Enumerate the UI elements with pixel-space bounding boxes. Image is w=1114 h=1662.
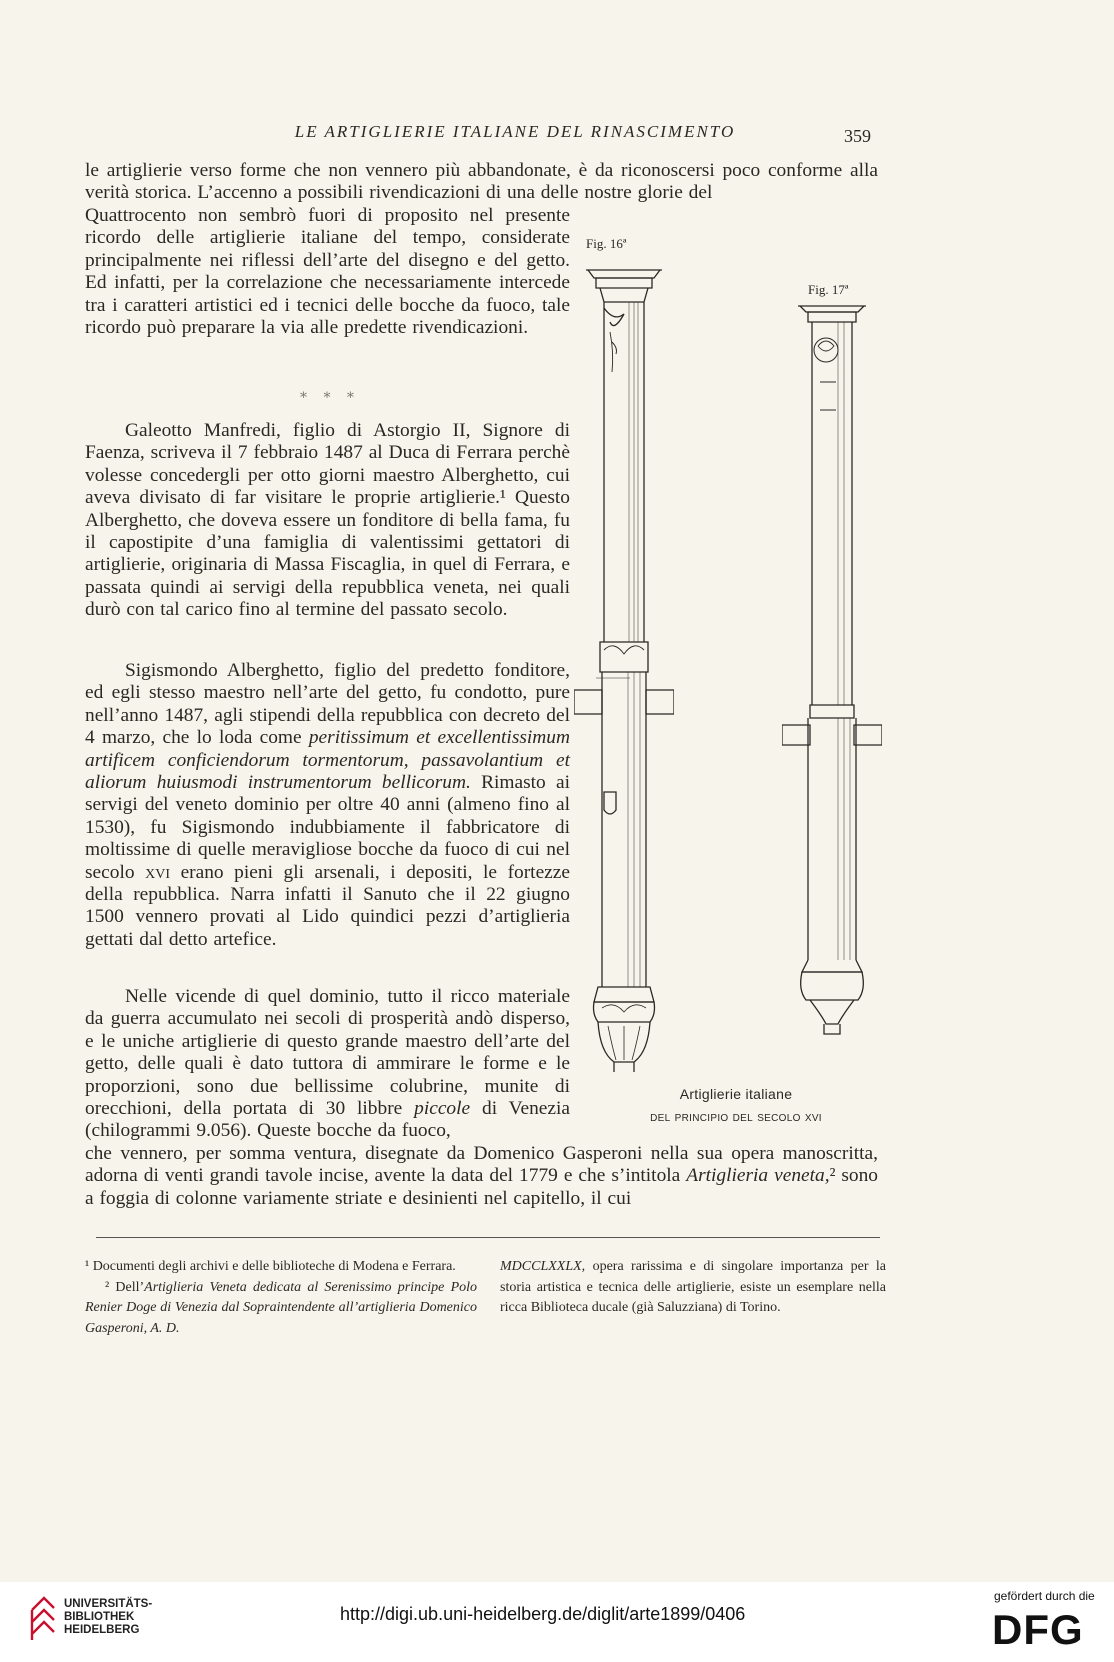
section-separator: * * * bbox=[300, 390, 360, 406]
fig-17-label: Fig. 17ª bbox=[808, 282, 849, 297]
paragraph-3: Sigismondo Alberghetto, figlio del predetto fonditore, ed egli stesso maestro nell’arte del getto, fu condotto, pure nell’anno 1487, agli stipendi della repubblica con decreto del 4 marzo, che lo loda come peritissimum et excellentissimum artificem conficiendorum tormentorum, passavolantium et aliorum huiusmodi instrumentorum bellicorum. Rimasto ai servigi del veneto dominio per oltre 40 anni (almeno fino al 1530), fu Sigismondo indubbiamente il fabbricatore di moltissime di quelle meravigliose bocche da fuoco di cui nel secolo xvi erano pieni gli arsenali, i depositi, le fortezze della repubblica. Narra infatti il Sanuto che il 22 giugno 1500 vennero provati al Lido quindici pezzi d’artiglieria gettati dal detto artefice. bbox=[85, 660, 570, 950]
paragraph-2: Galeotto Manfredi, figlio di Astorgio II, Signore di Faenza, scriveva il 7 febbraio 1487 al Duca di Ferrara perchè volesse concedergli per otto giorni maestro Alberghetto, cui aveva divisato di far visitare le proprie artiglierie.¹ Questo Alberghetto, che doveva essere un fonditore di bella fama, fu il capostipite d’una famiglia di valentissimi gettatori di artiglierie, originaria di Massa Fiscaglia, in quel di Ferrara, e passata quindi ai servigi della repubblica veneta, nei quali durò con tal carico fino al termine del passato secolo. bbox=[85, 420, 570, 621]
dfg-logo: DFG bbox=[992, 1606, 1084, 1653]
running-head: LE ARTIGLIERIE ITALIANE DEL RINASCIMENTO bbox=[294, 122, 736, 141]
footnote-rule bbox=[96, 1237, 880, 1238]
paragraph-1-narrow: Quattrocento non sembrò fuori di proposito nel presente ricordo delle artiglierie italiane del tempo, considerate principalmente nei riflessi dell’arte del disegno e del getto. Ed infatti, per la correlazione che necessariamente intercede tra i caratteri artistici ed i tecnici delle bocche da fuoco, tale ricordo può preparare la via alle predette rivendicazioni. bbox=[85, 205, 570, 339]
page-number: 359 bbox=[844, 126, 871, 146]
book-title: Artiglieria veneta, bbox=[686, 1165, 830, 1187]
footnote-2: ² Dell’Artiglieria Veneta dedicata al Serenissimo principe Polo Renier Doge di Venezia dal Sopraintendente all’artiglieria Domenico Gasperoni, A. D. bbox=[85, 1279, 478, 1336]
paragraph-4-full: che vennero, per somma ventura, disegnate da Domenico Gasperoni nella sua opera manoscritta, adorna di venti grandi tavole incise, avente la data del 1779 e che s’intitola Artiglieria veneta,² sono a foggia di colonne variamente striate e desinienti nel capitello, il cui bbox=[85, 1143, 878, 1209]
cannon-fig17-illustration bbox=[782, 300, 882, 1040]
library-name: UNIVERSITÄTS- BIBLIOTHEK HEIDELBERG bbox=[64, 1598, 153, 1636]
university-library-logo-icon bbox=[28, 1594, 58, 1646]
dfg-funding-note: gefördert durch die bbox=[994, 1589, 1095, 1603]
fig-16-label: Fig. 16ª bbox=[586, 236, 627, 251]
figure-caption: Artiglierie italiane del principio del secolo xvi bbox=[650, 1086, 822, 1124]
permalink-url[interactable]: http://digi.ub.uni-heidelberg.de/diglit/arte1899/0406 bbox=[340, 1604, 746, 1624]
latin-quote: peritissimum et excellentissimum artificem conficiendorum tormentorum, passavolantium et aliorum huiusmodi instrumentorum bellicorum. bbox=[85, 727, 570, 794]
paragraph-1-full: le artiglierie verso forme che non vennero più abbandonate, è da riconoscersi poco conforme alla verità storica. L’accenno a possibili rivendicazioni di una delle nostre glorie del bbox=[85, 160, 878, 204]
footnote-1: ¹ Documenti degli archivi e delle biblioteche di Modena e Ferrara. bbox=[85, 1259, 456, 1274]
footnotes-right-column: MDCCLXXLX, opera rarissima e di singolare importanza per la storia artistica e tecnica delle artiglierie, esiste un esemplare nella ricca Biblioteca ducale (già Saluzziana) di Torino. bbox=[500, 1259, 886, 1316]
paragraph-4-narrow: Nelle vicende di quel dominio, tutto il ricco materiale da guerra accumulato nei secoli di prosperità andò disperso, e le uniche artiglierie di questo grande maestro dell’arte del getto, delle quali è dato tuttora di ammirare le forme e le proporzioni, sono due bellissime colubrine, munite di orecchioni, della portata di 30 libbre piccole di Venezia (chilogrammi 9.056). Queste bocche da fuoco, bbox=[85, 986, 570, 1142]
cannon-fig16-illustration bbox=[574, 262, 674, 1072]
footnotes-left-column bbox=[85, 1257, 477, 1339]
